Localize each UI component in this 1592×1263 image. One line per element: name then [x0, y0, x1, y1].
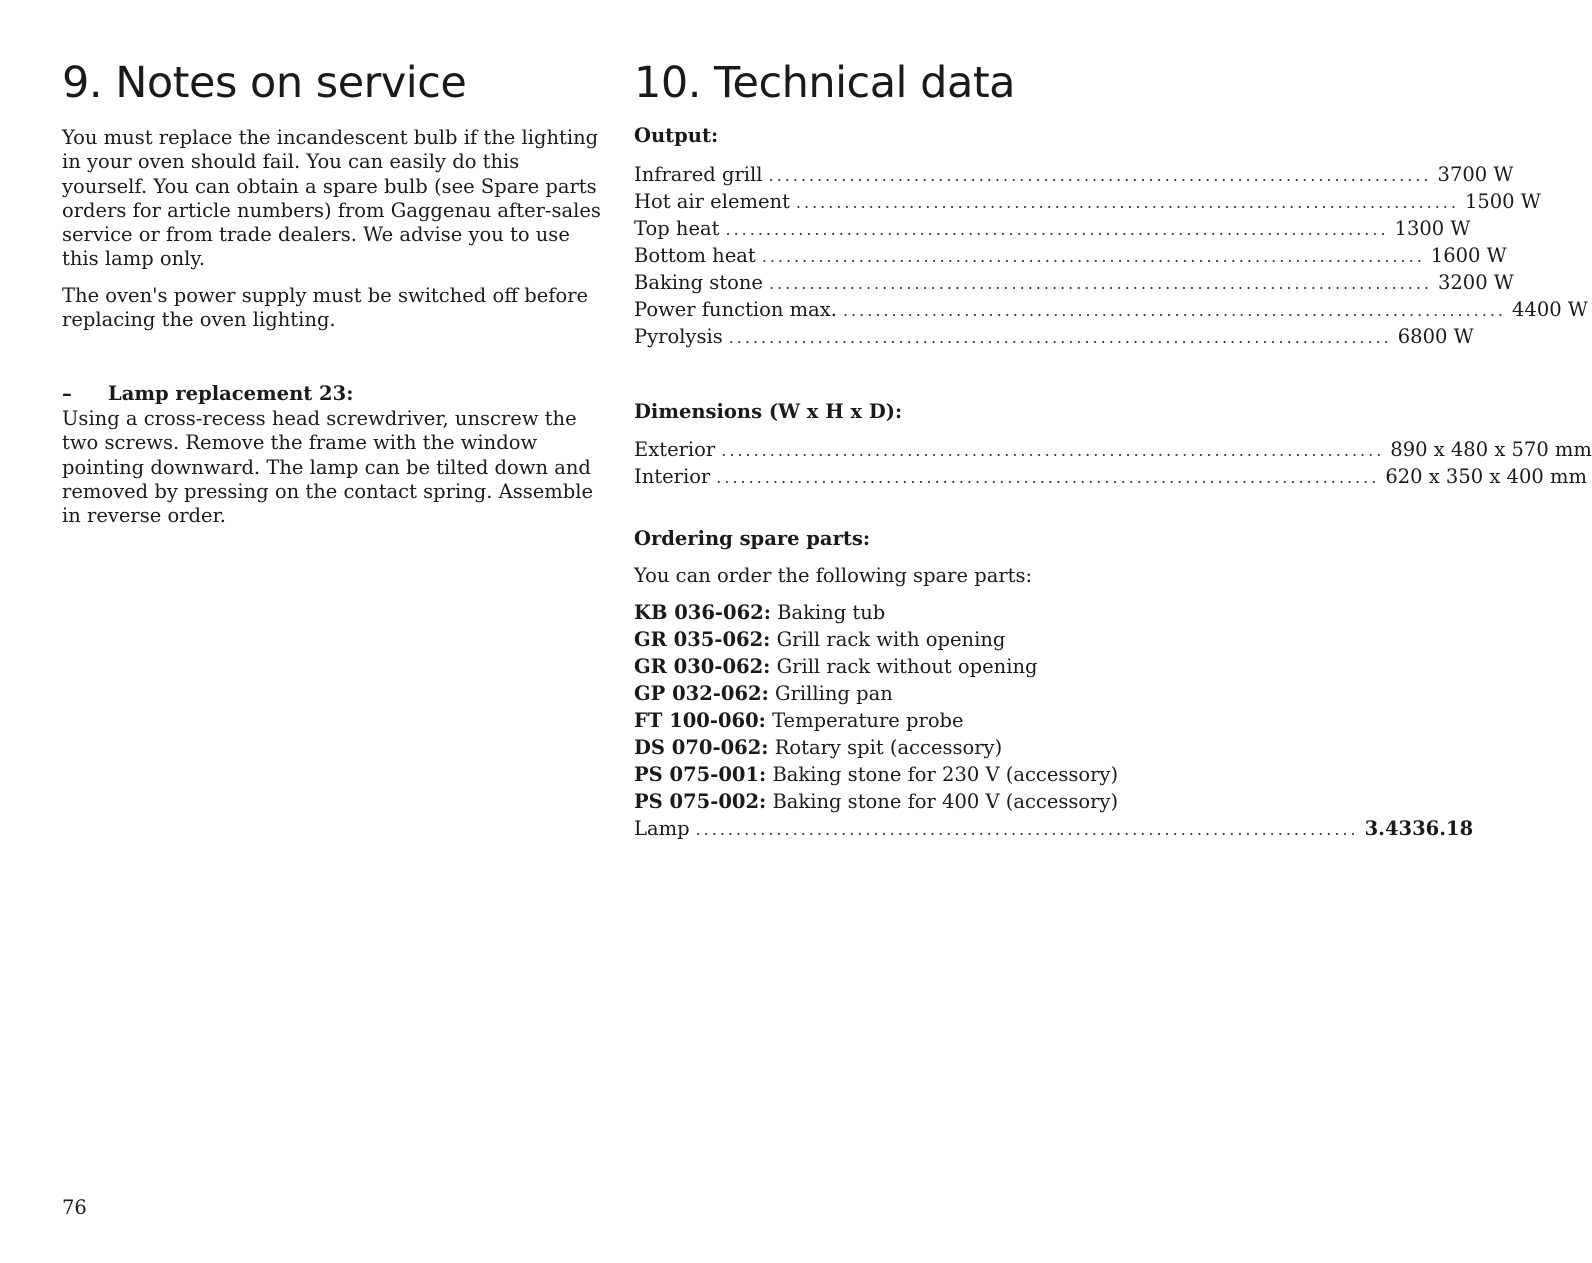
section-title-notes: 9. Notes on service: [62, 58, 467, 108]
spare-part-item: GR 035-062: Grill rack with opening: [634, 628, 1006, 651]
section-title-technical: 10. Technical data: [634, 58, 1016, 108]
spare-part-item: GR 030-062: Grill rack without opening: [634, 655, 1038, 678]
dimension-row: Interior .................................................................................. 620 x 350 x 400 mm: [634, 465, 1587, 488]
output-row: Power function max. .................................................................................. 4400 W: [634, 298, 1588, 321]
output-heading: Output:: [634, 124, 719, 147]
spare-parts-intro: You can order the following spare parts:: [634, 564, 1033, 587]
dimension-row: Exterior .................................................................................. 890 x 480 x 570 mm: [634, 438, 1592, 461]
spare-part-item: KB 036-062: Baking tub: [634, 601, 886, 624]
notes-paragraph-bulb: You must replace the incandescent bulb if the lighting in your oven should fail. You can easily do this yourself. You can obtain a spare bulb (see Spare parts orders for article numbers) from Gaggenau after-sales service or from trade dealers. We advise you to use this lamp only.: [62, 126, 601, 271]
spare-part-item: PS 075-001: Baking stone for 230 V (accessory): [634, 763, 1119, 786]
spare-part-item: FT 100-060: Temperature probe: [634, 709, 964, 732]
lamp-replacement-title: Lamp replacement 23:: [108, 382, 354, 405]
output-row: Bottom heat .................................................................................. 1600 W: [634, 244, 1507, 267]
lamp-part-number: 3.4336.18: [1364, 817, 1474, 840]
notes-paragraph-power: The oven's power supply must be switched off before replacing the oven lighting.: [62, 284, 589, 332]
lamp-part-row: Lamp .................................................................................. 3.4336.18: [634, 817, 1474, 840]
spare-parts-heading: Ordering spare parts:: [634, 527, 871, 550]
lamp-replacement-instructions: Using a cross-recess head screwdriver, unscrew the two screws. Remove the frame with the window pointing downward. The lamp can be tilted down and removed by pressing on the contact spring. Assemble in reverse order.: [62, 407, 594, 528]
output-row: Baking stone .................................................................................. 3200 W: [634, 271, 1514, 294]
lamp-replacement-heading: [62, 382, 353, 406]
output-row: Hot air element .................................................................................. 1500 W: [634, 190, 1541, 213]
output-row: Top heat .................................................................................. 1300 W: [634, 217, 1471, 240]
spare-part-item: GP 032-062: Grilling pan: [634, 682, 893, 705]
page-number: 76: [62, 1196, 87, 1219]
spare-part-item: DS 070-062: Rotary spit (accessory): [634, 736, 1003, 759]
output-row: Pyrolysis .................................................................................. 6800 W: [634, 325, 1474, 348]
dimensions-heading: Dimensions (W x H x D):: [634, 400, 903, 423]
spare-part-item: PS 075-002: Baking stone for 400 V (accessory): [634, 790, 1119, 813]
output-row: Infrared grill .................................................................................. 3700 W: [634, 163, 1514, 186]
heading-dash: –: [62, 382, 72, 405]
